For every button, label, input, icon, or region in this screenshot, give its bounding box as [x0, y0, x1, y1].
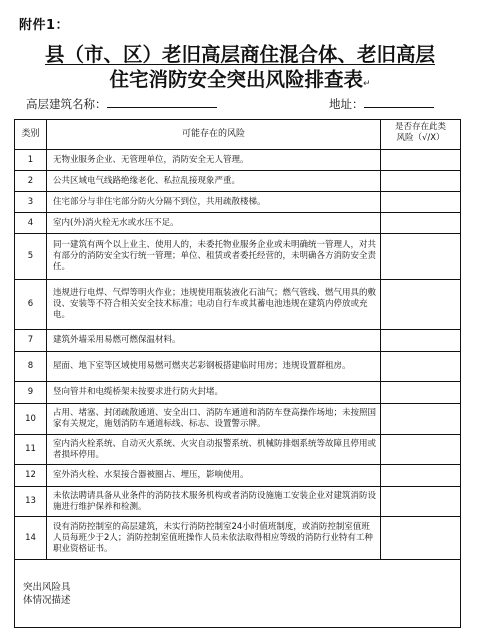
risk-check-cell[interactable] — [381, 213, 461, 234]
risk-check-cell[interactable] — [381, 404, 461, 435]
risk-description: 住宅部分与非住宅部分防火分隔不到位，共用疏散楼梯。 — [47, 192, 381, 213]
header-exists-line-1: 是否存在此类 — [394, 122, 446, 132]
summary-cell[interactable] — [15, 560, 461, 628]
row-number: 9 — [15, 382, 47, 404]
row-number: 2 — [15, 171, 47, 192]
summary-label-line-2: 体情况描述 — [23, 594, 71, 606]
table-row — [15, 150, 461, 171]
table-row — [15, 171, 461, 192]
row-number: 4 — [15, 213, 47, 234]
risk-description: 同一建筑有两个以上业主、使用人的，未委托物业服务企业或未明确统一管理人，对共有部分的消防安全实行统一管理；单位、租赁或者委托经营的，未明确各方消防安全责任。 — [47, 234, 381, 280]
risk-check-cell[interactable] — [381, 352, 461, 382]
title-line-2-text: 住宅消防安全突出风险排查表 — [109, 68, 363, 91]
summary-label-line-1: 突出风险具 — [23, 581, 71, 593]
row-number: 14 — [15, 517, 47, 560]
document-title-line-1 — [0, 42, 480, 68]
header-risk: 可能存在的风险 — [47, 120, 381, 150]
table-row — [15, 234, 461, 280]
summary-row — [15, 560, 461, 628]
risk-description: 未依法聘请具备从业条件的消防技术服务机构或者消防设施施工安装企业对建筑消防设施进行维护保养和检测。 — [47, 487, 381, 517]
risk-check-cell[interactable] — [381, 435, 461, 465]
row-number: 11 — [15, 435, 47, 465]
risk-description: 室内(外)消火栓无水或水压不足。 — [47, 213, 381, 234]
row-number: 1 — [15, 150, 47, 171]
table-row — [15, 192, 461, 213]
risk-check-cell[interactable] — [381, 487, 461, 517]
table-row — [15, 517, 461, 560]
building-name-blank[interactable] — [107, 95, 217, 108]
table-row — [15, 352, 461, 382]
header-exists-line-2: 风险（√/X） — [396, 133, 445, 143]
risk-description: 设有消防控制室的高层建筑，未实行消防控制室24小时值班制度，或消防控制室值班人员每班少于2人；消防控制室值班操作人员未依法取得相应等级的消防行业特有工种职业资格证书。 — [47, 517, 381, 560]
row-number: 8 — [15, 352, 47, 382]
row-number: 12 — [15, 465, 47, 487]
table-row — [15, 330, 461, 352]
header-category: 类别 — [15, 120, 47, 150]
row-number: 13 — [15, 487, 47, 517]
risk-description: 屋面、地下室等区域使用易燃可燃夹芯彩钢板搭建临时用房；违规设置群租房。 — [47, 352, 381, 382]
risk-description: 室外消火栓、水泵接合器被圈占、埋压，影响使用。 — [47, 465, 381, 487]
risk-description: 公共区域电气线路绝缘老化、私拉乱接现象严重。 — [47, 171, 381, 192]
document-title-line-2 — [0, 67, 480, 97]
risk-check-table — [14, 119, 461, 628]
building-name-label: 高层建筑名称： — [26, 97, 107, 111]
risk-check-cell[interactable] — [381, 382, 461, 404]
risk-check-cell[interactable] — [381, 150, 461, 171]
paragraph-mark: ↵ — [362, 79, 371, 89]
table-header-row — [15, 120, 461, 150]
title-line-1-text: 县（市、区）老旧高层商住混合体、老旧高层 — [44, 43, 435, 66]
risk-description: 违规进行电焊、气焊等明火作业；违规使用瓶装液化石油气；燃气管线、燃气用具的敷设、安装等不符合相关安全技术标准；电动自行车或其蓄电池违规在建筑内停放或充电。 — [47, 280, 381, 330]
risk-check-cell[interactable] — [381, 465, 461, 487]
row-number: 5 — [15, 234, 47, 280]
header-exists — [381, 120, 461, 150]
risk-description: 无物业服务企业、无管理单位，消防安全无人管理。 — [47, 150, 381, 171]
risk-check-cell[interactable] — [381, 330, 461, 352]
building-name-field — [26, 95, 217, 112]
address-label: 地址： — [329, 97, 364, 111]
row-number: 10 — [15, 404, 47, 435]
row-number: 6 — [15, 280, 47, 330]
risk-check-cell[interactable] — [381, 517, 461, 560]
address-field — [329, 95, 434, 112]
table-row — [15, 487, 461, 517]
address-blank[interactable] — [364, 95, 434, 108]
risk-description: 占用、堵塞、封闭疏散通道、安全出口、消防车通道和消防车登高操作场地；未按照国家有关规定，施划消防车通道标线、标志、设置警示牌。 — [47, 404, 381, 435]
risk-description: 竖向管井和电缆桥架未按要求进行防火封堵。 — [47, 382, 381, 404]
row-number: 7 — [15, 330, 47, 352]
risk-check-cell[interactable] — [381, 171, 461, 192]
risk-description: 室内消火栓系统、自动灭火系统、火灾自动报警系统、机械防排烟系统等故障且停用或者损坏停用。 — [47, 435, 381, 465]
attachment-label: 附件1： — [19, 18, 70, 33]
row-number: 3 — [15, 192, 47, 213]
table-row — [15, 382, 461, 404]
risk-check-cell[interactable] — [381, 234, 461, 280]
table-row — [15, 280, 461, 330]
table-row — [15, 404, 461, 435]
table-row — [15, 465, 461, 487]
risk-description: 建筑外墙采用易燃可燃保温材料。 — [47, 330, 381, 352]
risk-check-cell[interactable] — [381, 192, 461, 213]
table-row — [15, 435, 461, 465]
risk-check-cell[interactable] — [381, 280, 461, 330]
table-row — [15, 213, 461, 234]
